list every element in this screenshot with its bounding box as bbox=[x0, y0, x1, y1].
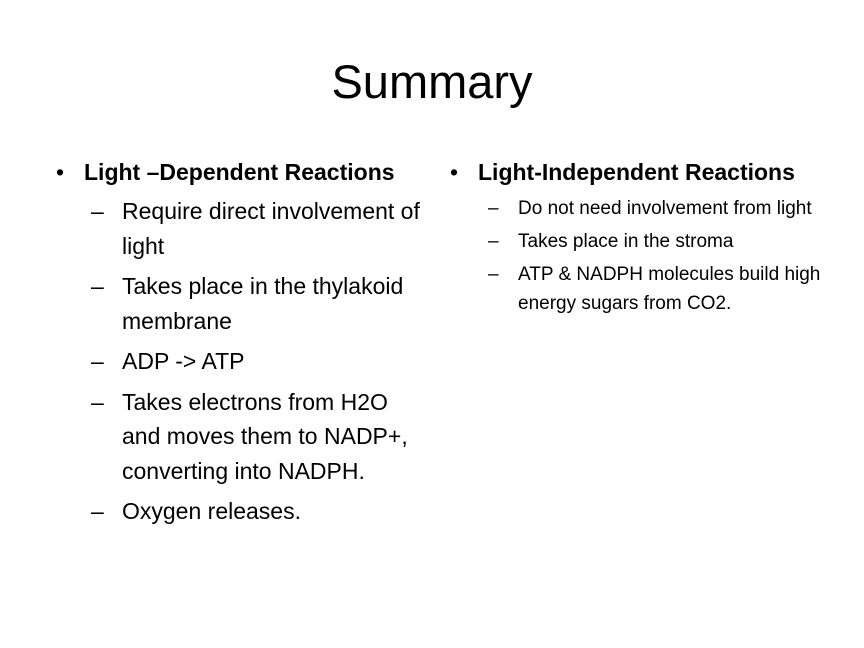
list-item-text: Do not need involvement from light bbox=[518, 198, 812, 219]
left-heading bbox=[56, 155, 428, 190]
list-item-text: Takes electrons from H2O and moves them to NADP+, converting into NADPH. bbox=[122, 388, 408, 484]
dash-icon: – bbox=[91, 273, 104, 299]
slide-title: Summary bbox=[331, 55, 533, 108]
list-item bbox=[56, 344, 428, 379]
list-item bbox=[56, 269, 428, 338]
list-item-text: ADP -> ATP bbox=[122, 348, 245, 374]
list-item-text: ATP & NADPH molecules build high energy sugars from CO2. bbox=[518, 264, 821, 314]
left-column bbox=[56, 155, 428, 535]
dash-icon: – bbox=[488, 198, 499, 219]
dash-icon: – bbox=[91, 498, 104, 524]
dash-icon: – bbox=[488, 231, 499, 252]
list-item bbox=[56, 385, 428, 489]
left-heading-text: Light –Dependent Reactions bbox=[84, 159, 395, 185]
list-item-text: Takes place in the stroma bbox=[518, 231, 734, 252]
list-item-text: Takes place in the thylakoid membrane bbox=[122, 273, 404, 334]
dash-icon: – bbox=[91, 348, 104, 374]
dash-icon: – bbox=[488, 264, 499, 285]
right-column bbox=[450, 155, 822, 322]
list-item bbox=[450, 194, 822, 223]
list-item bbox=[450, 227, 822, 256]
right-heading bbox=[450, 155, 822, 190]
list-item bbox=[56, 194, 428, 263]
list-item-text: Require direct involvement of light bbox=[122, 198, 420, 259]
dash-icon: – bbox=[91, 388, 104, 415]
list-item-text: Oxygen releases. bbox=[122, 498, 301, 524]
bullet-icon: • bbox=[450, 159, 459, 185]
bullet-icon: • bbox=[56, 159, 65, 185]
list-item bbox=[56, 494, 428, 529]
left-sub-list bbox=[56, 194, 428, 529]
right-heading-text: Light-Independent Reactions bbox=[478, 159, 795, 185]
right-sub-list bbox=[450, 194, 822, 318]
list-item bbox=[450, 260, 822, 318]
dash-icon: – bbox=[91, 198, 104, 224]
